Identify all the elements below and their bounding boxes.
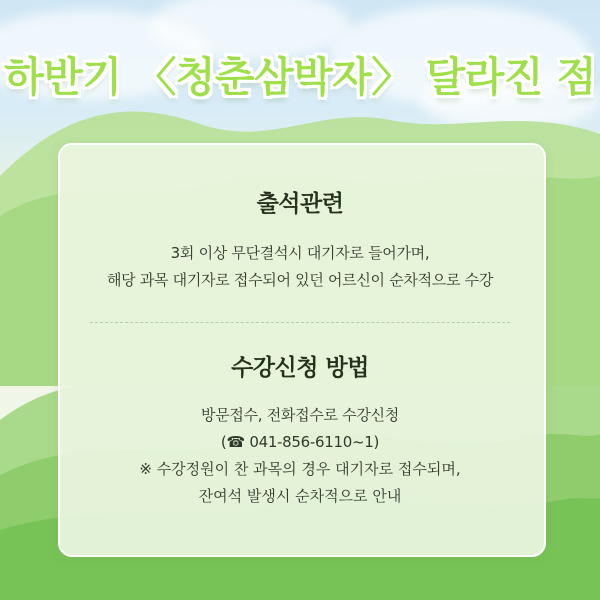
content-body [58, 143, 542, 553]
page-title: 하반기 〈청춘삼박자〉 달라진 점 [4, 53, 596, 101]
poster-title-container [0, 44, 600, 103]
registration-note-2: 잔여석 발생시 순차적으로 안내 [198, 487, 402, 505]
attendance-line-2: 해당 과목 대기자로 접수되어 있던 어르신이 순차적으로 수강 [106, 271, 494, 289]
registration-phone: (☎ 041-856-6110~1) [220, 433, 380, 451]
attendance-line-1: 3회 이상 무단결석시 대기자로 들어가며, [170, 244, 430, 262]
section-divider [90, 322, 510, 323]
registration-note-1: ※ 수강정원이 찬 과목의 경우 대기자로 접수되며, [139, 460, 461, 478]
section-heading-attendance: 출석관련 [256, 191, 344, 217]
registration-line-1: 방문접수, 전화접수로 수강신청 [201, 406, 399, 424]
section-heading-registration: 수강신청 방법 [231, 355, 369, 381]
